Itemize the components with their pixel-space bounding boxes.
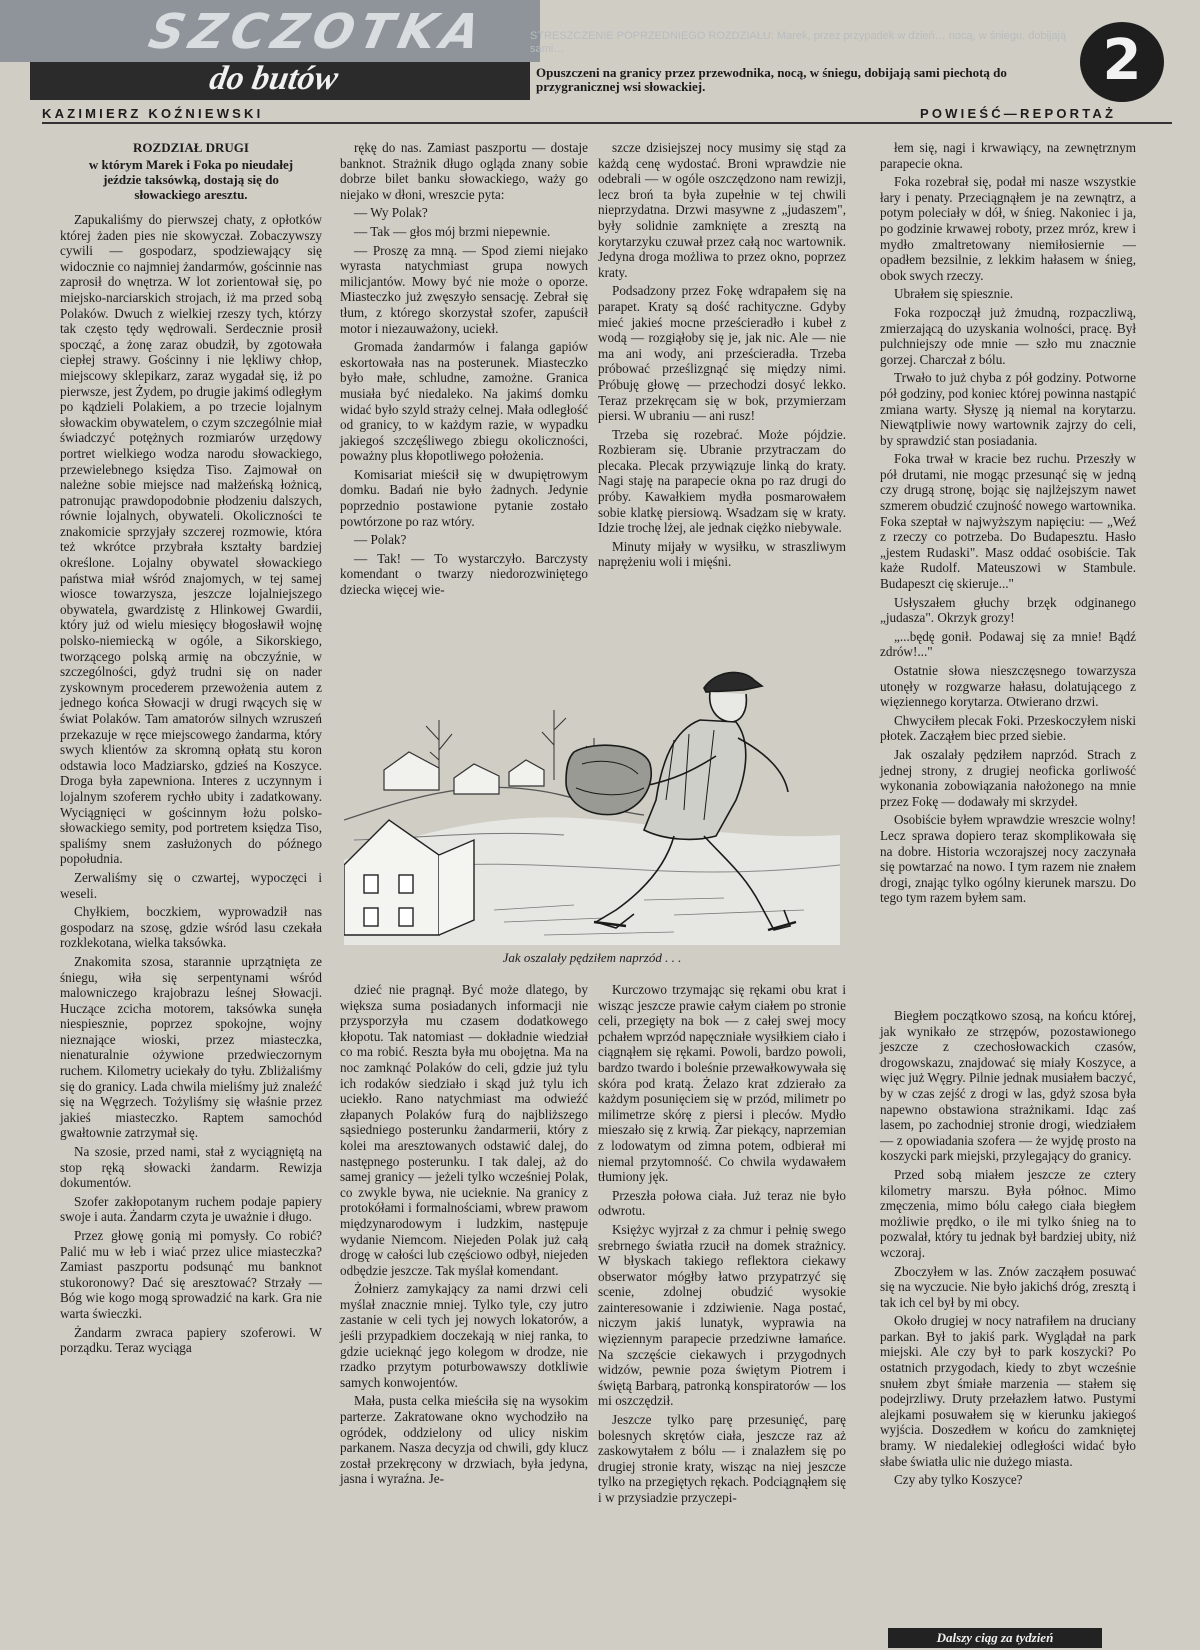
paragraph: Przez głowę gonią mi pomysły. Co robić? Palić mu w łeb i wiać przez ulice miasteczka? Zamiast paszportu podsunąć mu banknot stukoronowy? Dać się aresztować? Strzały — Bóg wie kogo mogą sprowadzić na kark. Gra nie warta świeczki. — [60, 1228, 322, 1321]
paragraph: — Tak — głos mój brzmi niepewnie. — [354, 223, 551, 239]
synopsis: Opuszczeni na granicy przez przewodnika, nocą, w śniegu, dobijają sami piechotą do przygranicznej wsi słowackiej. — [536, 65, 1007, 94]
paragraph: Przeszła połowa ciała. Już teraz nie było odwrotu. — [598, 1187, 846, 1219]
paragraph: Zapukaliśmy do pierwszej chaty, z opłotków której żaden pies nie skowyczał. Zobaczywszy cywili — gospodarz, spodziewający się widocznie co najmniej żandarmów, gościnnie nas zaprosił do wnętrza. W lot zorientował się, po miejsko-narciarskich strojach, iż ma przed sobą Polaków. Dwuch z wielkiej rzeszy tych, którzy tak często tędy wędrowali. Serdecznie prosił spocząć, a żonę zaraz obudził, by zgotowała ciepłej strawy. Gościnny i nie lękliwy chłop, miejscowy sklepikarz, zaraz wygadał się, iż po pierwsze, jest Żydem, po drugie jakimś odległym po kądzieli Polakiem, a po trzecie lojalnym słowackim obywatelem, o czym szczególnie miał świadczyć potężnych rozmiarów urzędowy portret wielkiego wodza narodu słowackiego, przewielebnego księdza Tiso. Zajmował on należne sobie miejsce nad małżeńską łożnicą, patronując prawdopodobnie płodzeniu dalszych, równie lojalnych, obywateli. Okoliczności te znakomicie sprzyjały szczerej rozmowie, która też wkrótce przybrała kształty bardziej określone. Lojalny obywatel słowackiego państwa miał wśród znajomych, w tej samej wiosce towarzysza, jeszcze lojalniejszego obywatela, gwardzistę z Hlinkowej Gwardii, który już od wielu miesięcy błogosławił wojnę polsko-niemiecką w ogóle, a Sikorskiego, tworzącego polską armię na obczyźnie, w szczególności, gdyż trudni się on nader zyskownym procederem przewożenia autem z jednego końca Słowacji w drugi rwących się w świat Polaków. Tam amatorów silnych wzruszeń przekazuje w ręce miejscowego żandarma, który swych klientów za skromną opłatą stu koron odstawia loco Madziarsko, gdzieś na Koszyce. Droga była zapewniona. Interes z uczynnym i lojalnym szoferem rychło ubity i zadatkowany. Wyciągnięci w gościnnym łożu polsko-słowackiego semity, pod portretem księdza Tiso, spaliśmy snem zasłużonych do późnego popołudnia. — [60, 212, 322, 867]
paragraph: — Polak? — [354, 532, 407, 548]
paragraph: Ostatnie słowa nieszczęsnego towarzysza utonęły w rozgwarze hałasu, dolatującego z więziennego korytarza. Otwierano drzwi. — [880, 663, 1136, 710]
column-4-lower — [880, 1008, 1136, 1488]
episode-number-badge: 2 — [1080, 22, 1164, 102]
paragraph: Biegłem początkowo szosą, na końcu której, jak wynikało ze strzępów, pozostawionego jeszcze z czechosłowackich czasów, drogowskazu, znajdować się miały Koszyce, a więc już Węgry. Pilnie jednak musiałem baczyć, by w czas zejść z drogi w las, gdyż szosa była napewno obstawiona strażnikami. Idąc zaś lasem, po zachodniej stronie drogi, wiedziałem — z opowiadania szofera — że wyjdę prosto na koszycki park miejski, przylegający do granicy. — [880, 1008, 1136, 1164]
paragraph: Znakomita szosa, starannie uprzątnięta ze śniegu, wiła się serpentynami wśród malowniczego krajobrazu leśnej Słowacji. Huczące zcicha motorem, taksówka sunęła niespiesznie, poprzez spokojne, wojny nieznające wioski, przez miasteczka, nienaturalnie ożywione przedwieczornym ruchem. Kilometry uciekały do tyłu. Zbliżaliśmy się do granicy. Lada chwila mieliśmy już znaleźć się na Węgrzech. Tożyliśmy się właśnie przez jakieś miasteczko. Raptem samochód gwałtownie zatrzymał się. — [60, 953, 322, 1141]
illustration-caption: Jak oszalały pędziłem naprzód . . . — [502, 950, 682, 965]
paragraph: Foka rozpoczął już żmudną, rozpaczliwą, zmierzającą do uzyskania wolności, pracę. Był pulchniejszy ode mnie — szło mu znacznie gorzej. Charczał z bólu. — [880, 304, 1136, 367]
paragraph: Trwało to już chyba z pół godziny. Potworne pół godziny, pod koniec której powinna nastąpić zmiana warty. Słyszę ją niemal na korytarzu. Niewątpliwie nowy wartownik zajrzy do celi, by sprawdzić stan posiadania. — [880, 370, 1136, 448]
chapter-title: ROZDZIAŁ DRUGI — [133, 140, 249, 155]
genre-label: POWIEŚĆ—REPORTAŻ — [920, 106, 1117, 121]
paragraph: Przed sobą miałem jeszcze ze cztery kilometry marszu. Była północ. Mimo zmęczenia, mimo bólu całego ciała biegłem możliwie prędko, o ile mi tylko śnieg na to pozwalał, który tu jednak był bardziej ubity, niż wczoraj. — [880, 1166, 1136, 1260]
paragraph: — Tak! — To wystarczyło. Barczysty komendant o twarzy niedorozwiniętego dziecka więcej wie- — [340, 550, 588, 598]
paragraph: Księżyc wyjrzał z za chmur i pełnię swego srebrnego światła rzucił na domek strażnicy. W błyskach takiego reflektora ciekawy obserwator mógłby łatwo przypatrzyć się scenie, zdolnej obudzić wysokie zainteresowanie i zdziwienie. Naga postać, niczym jakiś lunatyk, wyprawia na więziennym parapecie przedziwne łamańce. Na szczęście ciekawych i przygodnych widzów, pewnie poza świętym Piotrem i świętą Barbarą, patronką konspiratorów — los mi oszczędził. — [598, 1221, 846, 1409]
paragraph: Na szosie, przed nami, stał z wyciągniętą na stop ręką słowacki żandarm. Rewizja dokumentów. — [60, 1144, 322, 1191]
column-2-upper — [340, 140, 588, 598]
paragraph: Gromada żandarmów i falanga gapiów eskortowała nas na posterunek. Miasteczko było małe, schludne, zamożne. Granica musiała być niedaleko. Na jakimś domku widać było szyld straży celnej. Mała odległość od granicy, to w każdym razie, w wypadku jakiegoś szczęśliwego zbiegu okoliczności, poważny plus kłopotliwego położenia. — [340, 339, 588, 464]
paragraph: rękę do nas. Zamiast paszportu — dostaje banknot. Strażnik długo ogląda znany sobie dobrze bilet banku słowackiego, waży go niejako w dłoni, wreszcie pyta: — [340, 140, 588, 202]
paragraph: Żołnierz zamykający za nami drzwi celi myślał znacznie mniej. Tylko tyle, czy jutro zastanie w celi tych jej nowych lokatorów, a jeśli przypadkiem doczekają w niej ranka, to gdzie ucieknąć jego kolegom w drodze, nie rzadko przytym poturbowawszy dotkliwie samych konwojentów. — [340, 1281, 588, 1390]
column-3-lower — [598, 982, 846, 1506]
paragraph: Kurczowo trzymając się rękami obu krat i wisząc jeszcze prawie całym ciałem po stronie celi, przegięty na bok — z całej swej mocy pchałem wprzód napęczniałe wysiłkiem ciało i ciągnąłem się rękami. Powoli, bardzo powoli, bardzo twardo i boleśnie przewałkowywała się skóra pod kratą. Żelazo krat zdzierało za każdym posunięciem się w przód, milimetr po milimetrze skórę z piersi i pleców. Mydło mieszało się z krwią. Żar piekący, naprzemian z lodowatym od zimna potem, odbierał mi niemal przytomność. Co chwila wydawałem tłumiony jęk. — [598, 982, 846, 1185]
paragraph: Foka trwał w kracie bez ruchu. Przeszły w pół drutami, nie mogąc przesunąć się w jedną czy drugą stronę, bojąc się najlżejszym nawet szmerem obudzić czujność nowego wartownika. Foka szeptał w najwyższym napięciu: — „Weź z rzeczy co potrzeba. Do Budapesztu. Hasło „jestem Rudaski". Masz oddać osobiście. Tak każe Rudolf. Mateuszowi w Stambule. Budapeszt cię skieruje..." — [880, 451, 1136, 592]
logo-subtitle: do butów — [206, 60, 341, 97]
paragraph: Czy aby tylko Koszyce? — [894, 1472, 1023, 1488]
paragraph: Około drugiej w nocy natrafiłem na druciany parkan. Był to jakiś park. Wyglądał na park miejski. Ale czy był to park koszycki? Po ostatnich przygodach, kiedy to zbyt wcześnie snułem zbyt śmiałe marzenia — stałem się podejrzliwy. Druty przełazłem łatwo. Pustymi alejkami posuwałem się w kierunku jakiegoś wyjścia. Doszedłem w końcu do zamkniętej bramy. W niedalekiej odległości widać było słabe światła ulic nie dużego miasta. — [880, 1313, 1136, 1469]
paragraph: Minuty mijały w wysiłku, w straszliwym naprężeniu woli i mięśni. — [598, 538, 846, 570]
column-1 — [60, 140, 322, 1356]
paragraph: Zerwaliśmy się o czwartej, wypoczęci i weseli. — [60, 869, 322, 901]
paragraph: Jeszcze tylko parę przesunięć, parę bolesnych skrętów ciała, jeszcze raz aż zaskowytałem z bólu — i znalazłem się po drugiej stronie kraty, wisząc na niej jeszcze tylko na przegiętych rękach. Podciągnąłem się i w przysiadzie przyczepi- — [598, 1412, 846, 1505]
logo-title: SZCZOTKA — [144, 4, 492, 60]
paragraph: Zboczyłem w las. Znów zacząłem posuwać się na wyczucie. Nie było jakichś dróg, zresztą i tak ich cel był by mi obcy. — [880, 1263, 1136, 1310]
paragraph: Żandarm zwraca papiery szoferowi. W porządku. Teraz wyciąga — [60, 1324, 322, 1356]
paragraph: szcze dzisiejszej nocy musimy się stąd za każdą cenę wydostać. Broni wprawdzie nie odebrali — w ogóle oszczędzono nam rewizji, lecz broń ta była zupełnie w tej chwili nieprzydatna. Drzwi masywne z „judaszem", były solidnie zamknięte a zresztą na korytarzyku czuwał przez całą noc wartownik. Jedyna droga możliwa to przez okno, poprzez kraty. — [598, 140, 846, 280]
paragraph: Jak oszalały pędziłem naprzód. Strach z jednej strony, z drugiej neoficka gorliwość wykonania zobowiązania nałożonego na mnie przez Fokę — dodawały mi skrzydeł. — [880, 746, 1136, 809]
paragraph: Osobiście byłem wprawdzie wreszcie wolny! Lecz sprawa dopiero teraz skomplikowała się na dobre. Historia wczorajszej nocy zaczynała się powtarzać na nowo. I tym razem nie znałem drogi, znając tylko ogólny kierunek marszu. Do tego tym razem byłem sam. — [880, 812, 1136, 906]
recap-text: STRESZCZENIE POPRZEDNIEGO ROZDZIAŁU: Marek, przez przypadek w dzień… nocą, w śniegu, dobijają sami… — [530, 30, 1067, 55]
column-4 — [880, 140, 1136, 906]
paragraph: Usłyszałem głuchy brzęk odginanego „judasza". Okrzyk grozy! — [880, 594, 1136, 626]
header-rule — [42, 122, 1172, 124]
author-name: KAZIMIERZ KOŹNIEWSKI — [42, 106, 264, 121]
paragraph: Foka rozebrał się, podał mi nasze wszystkie łary i penaty. Przeciągnąłem je na zewnątrz, a potym poleciały w dół, w śnieg. Nakoniec i ja, po godzinie krwawej roboty, przez mróz, krew i mydło zmaltretowany niemiłosiernie — opadłem bezsilnie, z lekkim hałasem w śnieg, obok swych rzeczy. — [880, 174, 1136, 283]
column-2-lower — [340, 982, 588, 1487]
column-3-upper — [598, 140, 846, 570]
illustration-running-man — [344, 660, 840, 945]
chapter-subtitle: w którym Marek i Foka po nieudałej jeździe taksówką, dostają się do słowackiego aresztu. — [88, 157, 294, 202]
paragraph: „...będę gonił. Podawaj się za mnie! Bądź zdrów!..." — [880, 628, 1136, 660]
paragraph: dzieć nie pragnął. Być może dlatego, by większa suma posiadanych informacji nie przysporzyła mu czasem dodatkowego kłopotu. Tak natomiast — dokładnie wiedział co ma robić. Reszta była mu obojętna. Ma na noc zamknąć Polaków do celi, gdzie już tylu ich rodaków siedziało i skąd już tylu ich uciekło. Rano natychmiast ma odwieźć złapanych Polaków furą do najbliższego sąsiedniego posterunku żandarmerii, który z kolei ma aresztowanych odstawić dalej, do następnego posterunku. I tak dalej, aż do samej granicy — jeżeli tylko wcześniej Polak, co zwykle bywa, nie ucieknie. Na granicy z protokółami i formalnościami, wbrew prawom międzynarodowym i ludzkim, następuje wydanie Niemcom. Niejeden Polak już całą drogę w całości lub częściowo odbył, niejeden odbędzie jeszcze. Tak myślał komendant. — [340, 982, 588, 1278]
paragraph: Chyłkiem, boczkiem, wyprowadził nas gospodarz na szosę, gdzie wśród lasu czekała rozklekotana, wielka taksówka. — [60, 904, 322, 951]
paragraph: Szofer zakłopotanym ruchem podaje papiery swoje i auta. Żandarm czyta je uważnie i długo. — [60, 1193, 322, 1225]
paragraph: łem się, nagi i krwawiący, na zewnętrznym parapecie okna. — [880, 140, 1136, 171]
paragraph: Ubrałem się spiesznie. — [894, 286, 1014, 302]
continued-next-week-banner: Dalszy ciąg za tydzień — [888, 1628, 1102, 1648]
paragraph: Chwyciłem plecak Foki. Przeskoczyłem niski płotek. Zacząłem biec przed siebie. — [880, 712, 1136, 744]
paragraph: Mała, pusta celka mieściła się na wysokim parterze. Zakratowane okno wychodziło na ogródek, oddzielony od ulicy niskim parkanem. Nasza decyzja od chwili, gdy klucz został przekręcony w drzwiach, była jedyna, jasna i wyraźna. Je- — [340, 1393, 588, 1487]
paragraph: — Wy Polak? — [354, 205, 428, 221]
masthead — [0, 0, 1200, 121]
paragraph: Trzeba się rozebrać. Może pójdzie. Rozbieram się. Ubranie przytraczam do plecaka. Plecak przywiązuje linką do kraty. Nagi staję na parapecie okna po raz drugi do próby. Kawałkiem mydła posmarowałem sobie klatkę piersiową. Wsadzam się w kraty. Idzie trochę lżej, ale jednak ciężko niebywale. — [598, 426, 846, 536]
paragraph: Podsadzony przez Fokę wdrapałem się na parapet. Kraty są dość rachityczne. Gdyby mieć jakieś mocne prześcieradło i kubeł z wodą — rozgiąłoby się je, jak nic. Ale — nie ma ani wody, ani prześcieradła. Trzeba próbować prześlizgnąć się między nimi. Próbuję głowę — przechodzi dosyć lekko. Teraz przekręcam się w bok, przymierzam piersi. W ubraniu — ani rusz! — [598, 283, 846, 424]
paragraph: — Proszę za mną. — Spod ziemi niejako wyrasta natychmiast grupa nowych milicjantów. Mowy być nie może o oporze. Miasteczko już zwęszyło sensację. Zebrał się tłum, z którego skorzystał szofer, zapuścił motor i niezauważony, uciekł. — [340, 242, 588, 336]
paragraph: Komisariat mieścił się w dwupiętrowym domku. Badań nie było żadnych. Jedynie poprzednio postawione pytanie zostało powtórzone po raz wtóry. — [340, 466, 588, 529]
